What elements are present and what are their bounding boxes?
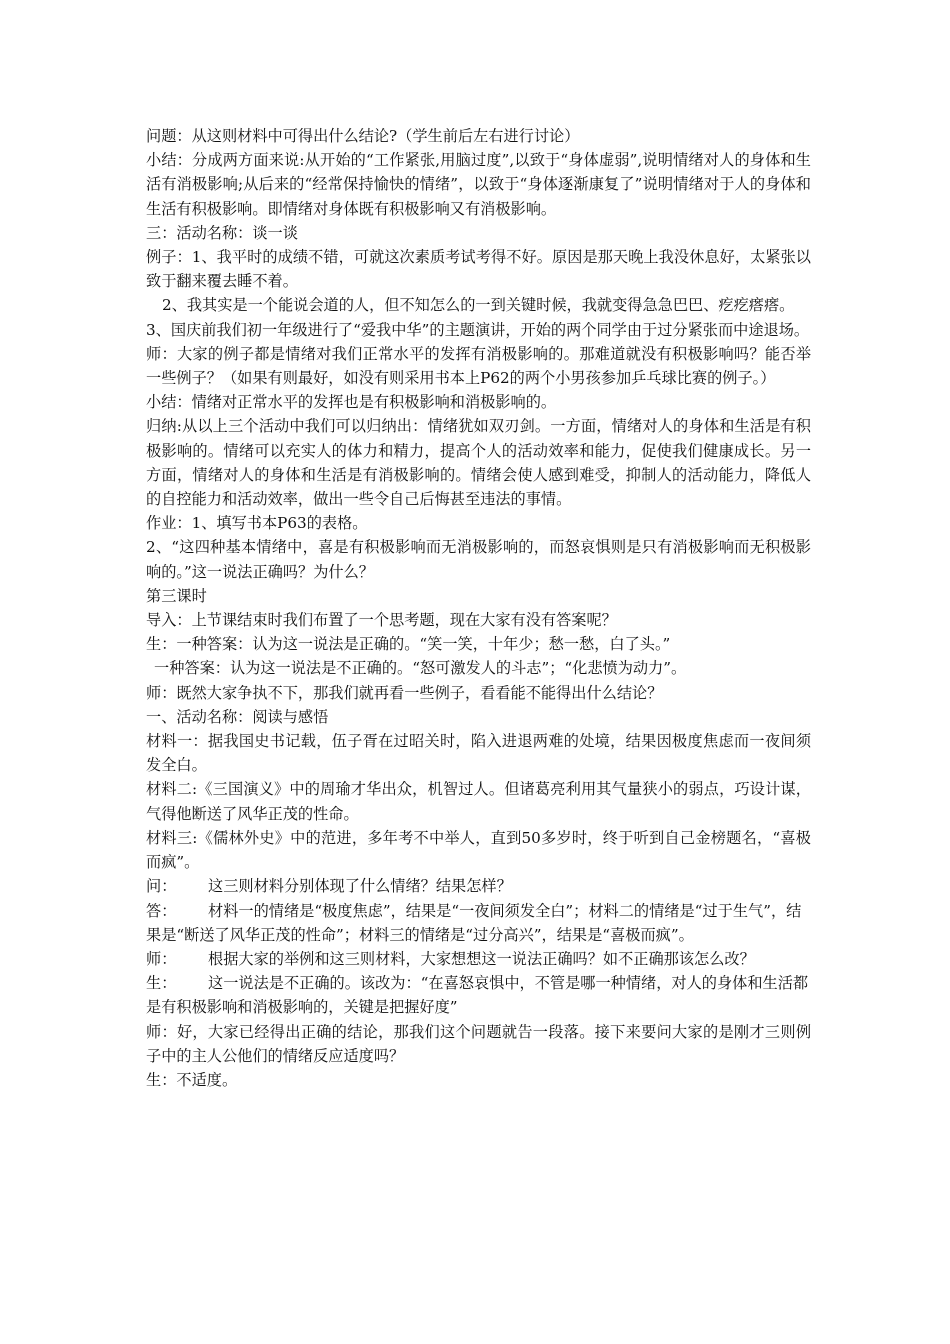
dialogue-student (146, 971, 811, 1019)
paragraph-answer-2: 一种答案：认为这一说法是不正确的。“怒可激发人的斗志”；“化悲愤为动力”。 (154, 659, 687, 678)
paragraph-introduction: 导入：上节课结束时我们布置了一个思考题，现在大家有没有答案呢？ (146, 611, 617, 630)
paragraph-material-2: 材料二:《三国演义》中的周瑜才华出众，机智过人。但诸葛亮利用其气量狭小的弱点，巧设计谋，气得他断送了风华正茂的性命。 (146, 780, 811, 823)
paragraph-answer-1: 生：一种答案：认为这一说法是正确的。“笑一笑，十年少；愁一愁，白了头。” (146, 635, 671, 654)
paragraph-conclusion: 归纳:从以上三个活动中我们可以归纳出：情绪犹如双刃剑。一方面，情绪对人的身体和生活是有积极影响的。情绪可以充实人的体力和精力，提高个人的活动效率和能力，促使我们健康成长。另一方面，情绪对人的身体和生活是有消极影响的。情绪会使人感到难受，抑制人的活动能力，降低人的自控能力和活动效率，做出一些令自己后悔甚至违法的事情。 (146, 417, 811, 509)
paragraph-example-1: 例子：1、我平时的成绩不错，可就这次素质考试考得不好。原因是那天晚上我没休息好，太紧张以致于翻来覆去睡不着。 (146, 248, 811, 291)
paragraph-homework-1: 作业：1、填写书本P63的表格。 (146, 514, 368, 533)
paragraph-teacher-prompt: 师：大家的例子都是情绪对我们正常水平的发挥有消极影响的。那难道就没有积极影响吗？能否举一些例子？（如果有则最好，如没有则采用书本上P62的两个小男孩参加乒乓球比赛的例子。） (146, 344, 811, 388)
dialogue-tag: 问： (146, 877, 177, 896)
paragraph-material-1: 材料一：据我国史书记载，伍子胥在过昭关时，陷入进退两难的处境，结果因极度焦虑而一夜间须发全白。 (146, 732, 811, 775)
paragraph-teacher-closing: 师：好，大家已经得出正确的结论，那我们这个问题就告一段落。接下来要问大家的是刚才三则例子中的主人公他们的情绪反应适度吗？ (146, 1022, 811, 1065)
dialogue-tag: 师： (146, 949, 177, 968)
paragraph-activity-1-heading: 一、活动名称：阅读与感悟 (146, 707, 329, 726)
paragraph-summary-2: 小结：情绪对正常水平的发挥也是有积极影响和消极影响的。 (146, 393, 557, 412)
paragraph-homework-2: 2、“这四种基本情绪中，喜是有积极影响而无消极影响的，而怒哀惧则是只有消极影响而无积极影响的。”这一说法正确吗？为什么？ (146, 538, 811, 581)
paragraph-question: 问题：从这则材料中可得出什么结论?（学生前后左右进行讨论） (146, 127, 580, 145)
dialogue-text: 这一说法是不正确的。该改为：“在喜怒哀惧中，不管是哪一种情绪，对人的身体和生活都是有积极影响和消极影响的，关键是把握好度” (146, 974, 809, 1017)
paragraph-lesson-3-heading: 第三课时 (146, 586, 207, 605)
dialogue-question (146, 874, 811, 898)
dialogue-text: 这三则材料分别体现了什么情绪？结果怎样？ (208, 877, 512, 896)
document-page (146, 124, 811, 1092)
dialogue-answer (146, 899, 811, 947)
paragraph-example-3: 3、国庆前我们初一年级进行了“爱我中华”的主题演讲，开始的两个同学由于过分紧张而中途退场。 (146, 320, 810, 339)
dialogue-text: 材料一的情绪是“极度焦虑”，结果是“一夜间须发全白”；材料二的情绪是“过于生气”，结果是“断送了风华正茂的性命”；材料三的情绪是“过分高兴”，结果是“喜极而疯”。 (146, 901, 802, 944)
dialogue-teacher (146, 947, 811, 971)
paragraph-example-2: 2、我其实是一个能说会道的人，但不知怎么的一到关键时候，我就变得急急巴巴、疙疙瘩瘩。 (162, 296, 795, 315)
paragraph-summary-1: 小结：分成两方面来说:从开始的“工作紧张,用脑过度”,以致于“身体虚弱”,说明情绪对人的身体和生活有消极影响;从后来的“经常保持愉快的情绪”，以致于“身体逐渐康复了”说明情绪对于人的身体和生活有积极影响。即情绪对身体既有积极影响又有消极影响。 (146, 151, 811, 218)
paragraph-material-3: 材料三:《儒林外史》中的范进，多年考不中举人，直到50多岁时，终于听到自己金榜题名，“喜极而疯”。 (146, 828, 811, 872)
paragraph-activity-3-heading: 三：活动名称：谈一谈 (146, 223, 298, 242)
dialogue-text: 根据大家的举例和这三则材料，大家想想这一说法正确吗？如不正确那该怎么改？ (208, 949, 755, 968)
dialogue-tag: 答： (146, 901, 177, 920)
paragraph-student-closing: 生：不适度。 (146, 1070, 238, 1089)
dialogue-tag: 生： (146, 974, 177, 993)
paragraph-teacher-transition: 师：既然大家争执不下，那我们就再看一些例子，看看能不能得出什么结论？ (146, 683, 663, 702)
